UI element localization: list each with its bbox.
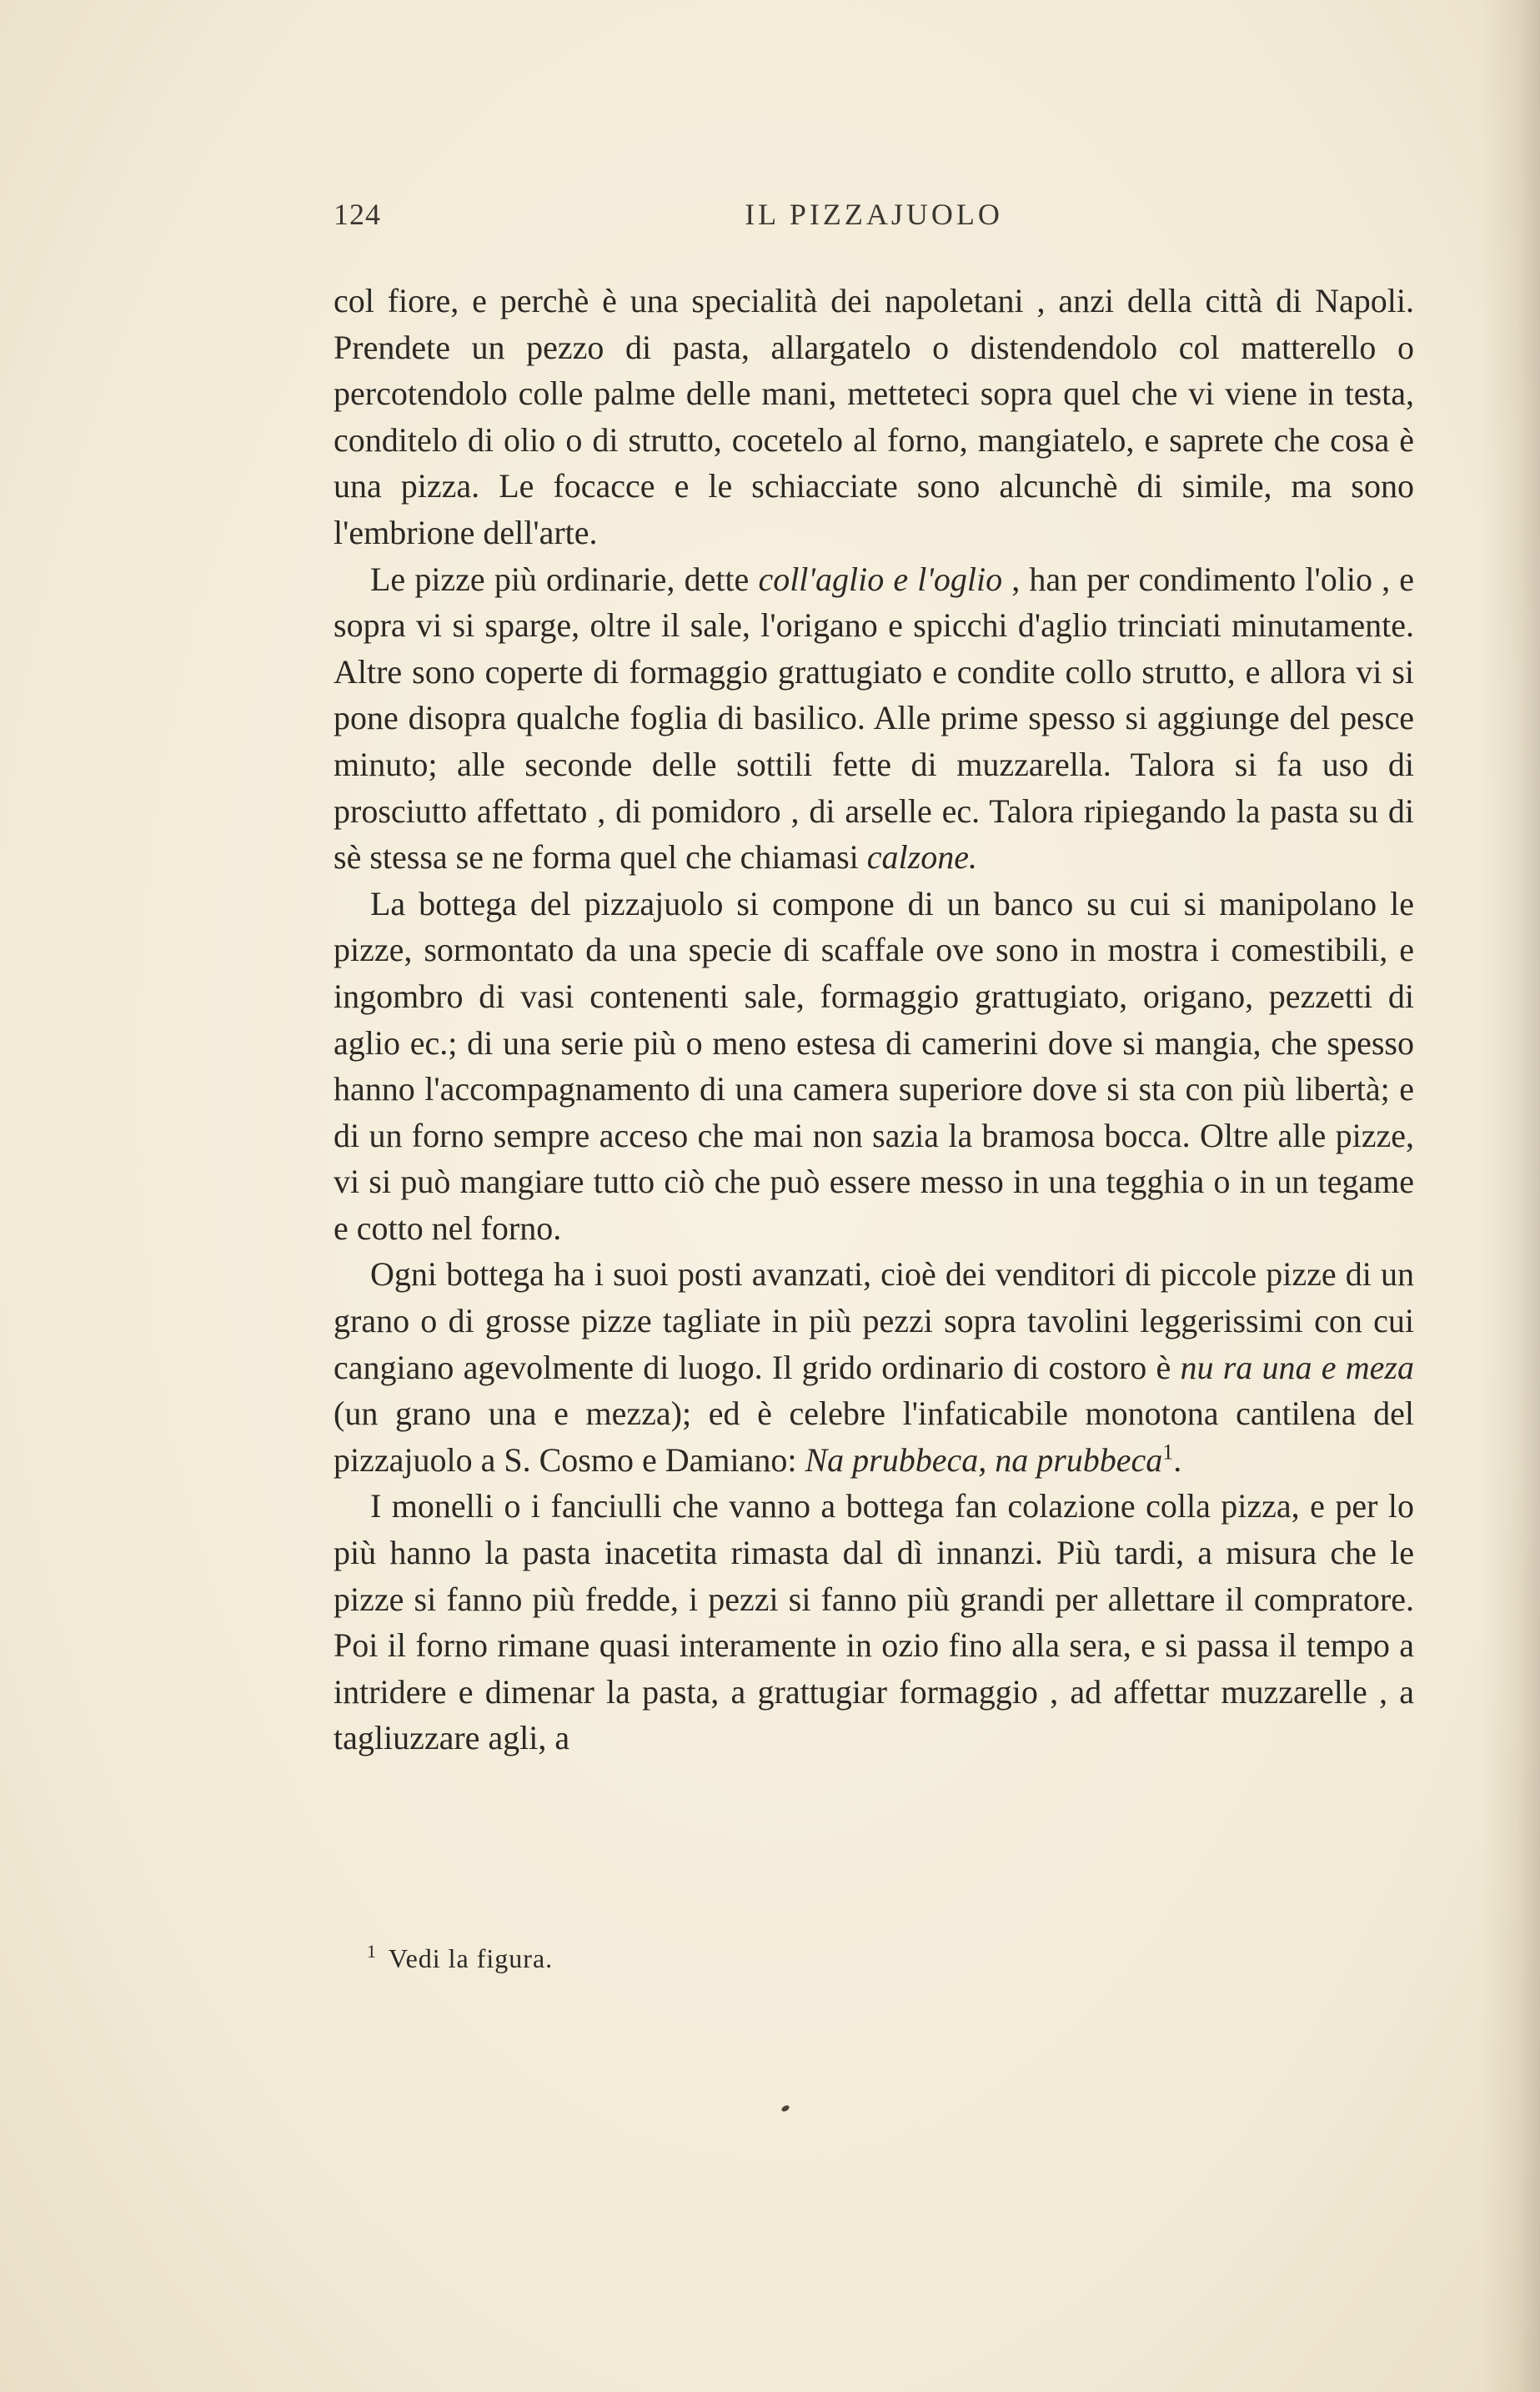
paragraph-1: col fiore, e perchè è una specialità dei napoletani , anzi della città di Napoli. Prendete un pezzo di pasta, allargatelo o distendendolo col matterello o percotendolo colle palme delle mani, metteteci sopra quel che vi viene in testa, conditelo di olio o di strutto, cocetelo al forno, mangiatelo, e saprete che cosa è una pizza. Le focacce e le schiacciate sono alcunchè di simile, ma sono l'embrione dell'arte. — [334, 282, 1414, 551]
paragraph-4 — [334, 1251, 1414, 1483]
paragraph-2 — [334, 556, 1414, 881]
footnote-text: Vedi la figura. — [389, 1943, 554, 1973]
body-text — [334, 278, 1414, 1761]
paragraph-3: La bottega del pizzajuolo si compone di un banco su cui si manipolano le pizze, sormontato da una specie di scaffale ove sono in mostra i comestibili, e ingombro di vasi contenenti sale, formaggio grattugiato, origano, pezzetti di aglio ec.; di una serie più o meno estesa di camerini dove si mangia, che spesso hanno l'accompagnamento di una camera superiore dove si sta con più libertà; e di un forno sempre acceso che mai non sazia la bramosa bocca. Oltre alle pizze, vi si può mangiare tutto ciò che può essere messo in una tegghia o in un tegame e cotto nel forno. — [334, 884, 1414, 1247]
paragraph-2-text-b: , han per condimento l'olio , e sopra vi si sparge, oltre il sale, l'origano e spicchi d'aglio trinciati minutamente. Altre sono coperte di formaggio grattugiato e condite collo strutto, e allora vi si pone disopra qualche foglia di basilico. Alle prime spesso si aggiunge del pesce minuto; alle seconde delle sottili fette di muzzarella. Talora si fa uso di prosciutto affettato , di pomidoro , di arselle ec. Talora ripiegando la pasta su di sè stessa se ne forma quel che chiamasi — [334, 560, 1414, 877]
footnote-reference[interactable]: 1 — [1162, 1440, 1174, 1465]
page-edge-shadow — [1482, 0, 1540, 2392]
paragraph-4-text-b: (un grano una e mezza); ed è celebre l'infaticabile monotona cantilena del pizzajuolo a S. Cosmo e Damiano: — [334, 1394, 1414, 1479]
italic-phrase-nu-ra-una: nu ra una e meza — [1180, 1348, 1414, 1386]
paragraph-4-text-c: . — [1173, 1440, 1182, 1479]
paragraph-4-text-a: Ogni bottega ha i suoi posti avanzati, cioè dei venditori di piccole pizze di un grano o di grosse pizze tagliate in più pezzi sopra tavolini leggerissimi con cui cangiano agevolmente di luogo. Il grido ordinario di costoro è — [334, 1255, 1414, 1386]
italic-phrase-na-prubbeca: Na prubbeca, na prubbeca — [805, 1440, 1163, 1479]
italic-phrase-coll-aglio: coll'aglio e l'oglio — [758, 560, 1003, 598]
ink-speck — [780, 2104, 790, 2113]
page-header — [334, 197, 1414, 239]
page-number: 124 — [334, 198, 381, 231]
running-title: IL PIZZAJUOLO — [745, 198, 1003, 231]
footnote — [367, 1940, 1414, 1977]
paragraph-5: I monelli o i fanciulli che vanno a bottega fan colazione colla pizza, e per lo più hanno la pasta inacetita rimasta dal dì innanzi. Più tardi, a misura che le pizze si fanno più fredde, i pezzi si fanno più grandi per allettare il compratore. Poi il forno rimane quasi interamente in ozio fino alla sera, e si passa il tempo a intridere e dimenar la pasta, a grattugiar formaggio , ad affettar muzzarelle , a tagliuzzare agli, a — [334, 1487, 1414, 1757]
paragraph-2-text-a: Le pizze più ordinarie, dette — [370, 560, 759, 598]
italic-word-calzone: calzone. — [866, 838, 977, 877]
footnote-mark: 1 — [367, 1941, 377, 1962]
